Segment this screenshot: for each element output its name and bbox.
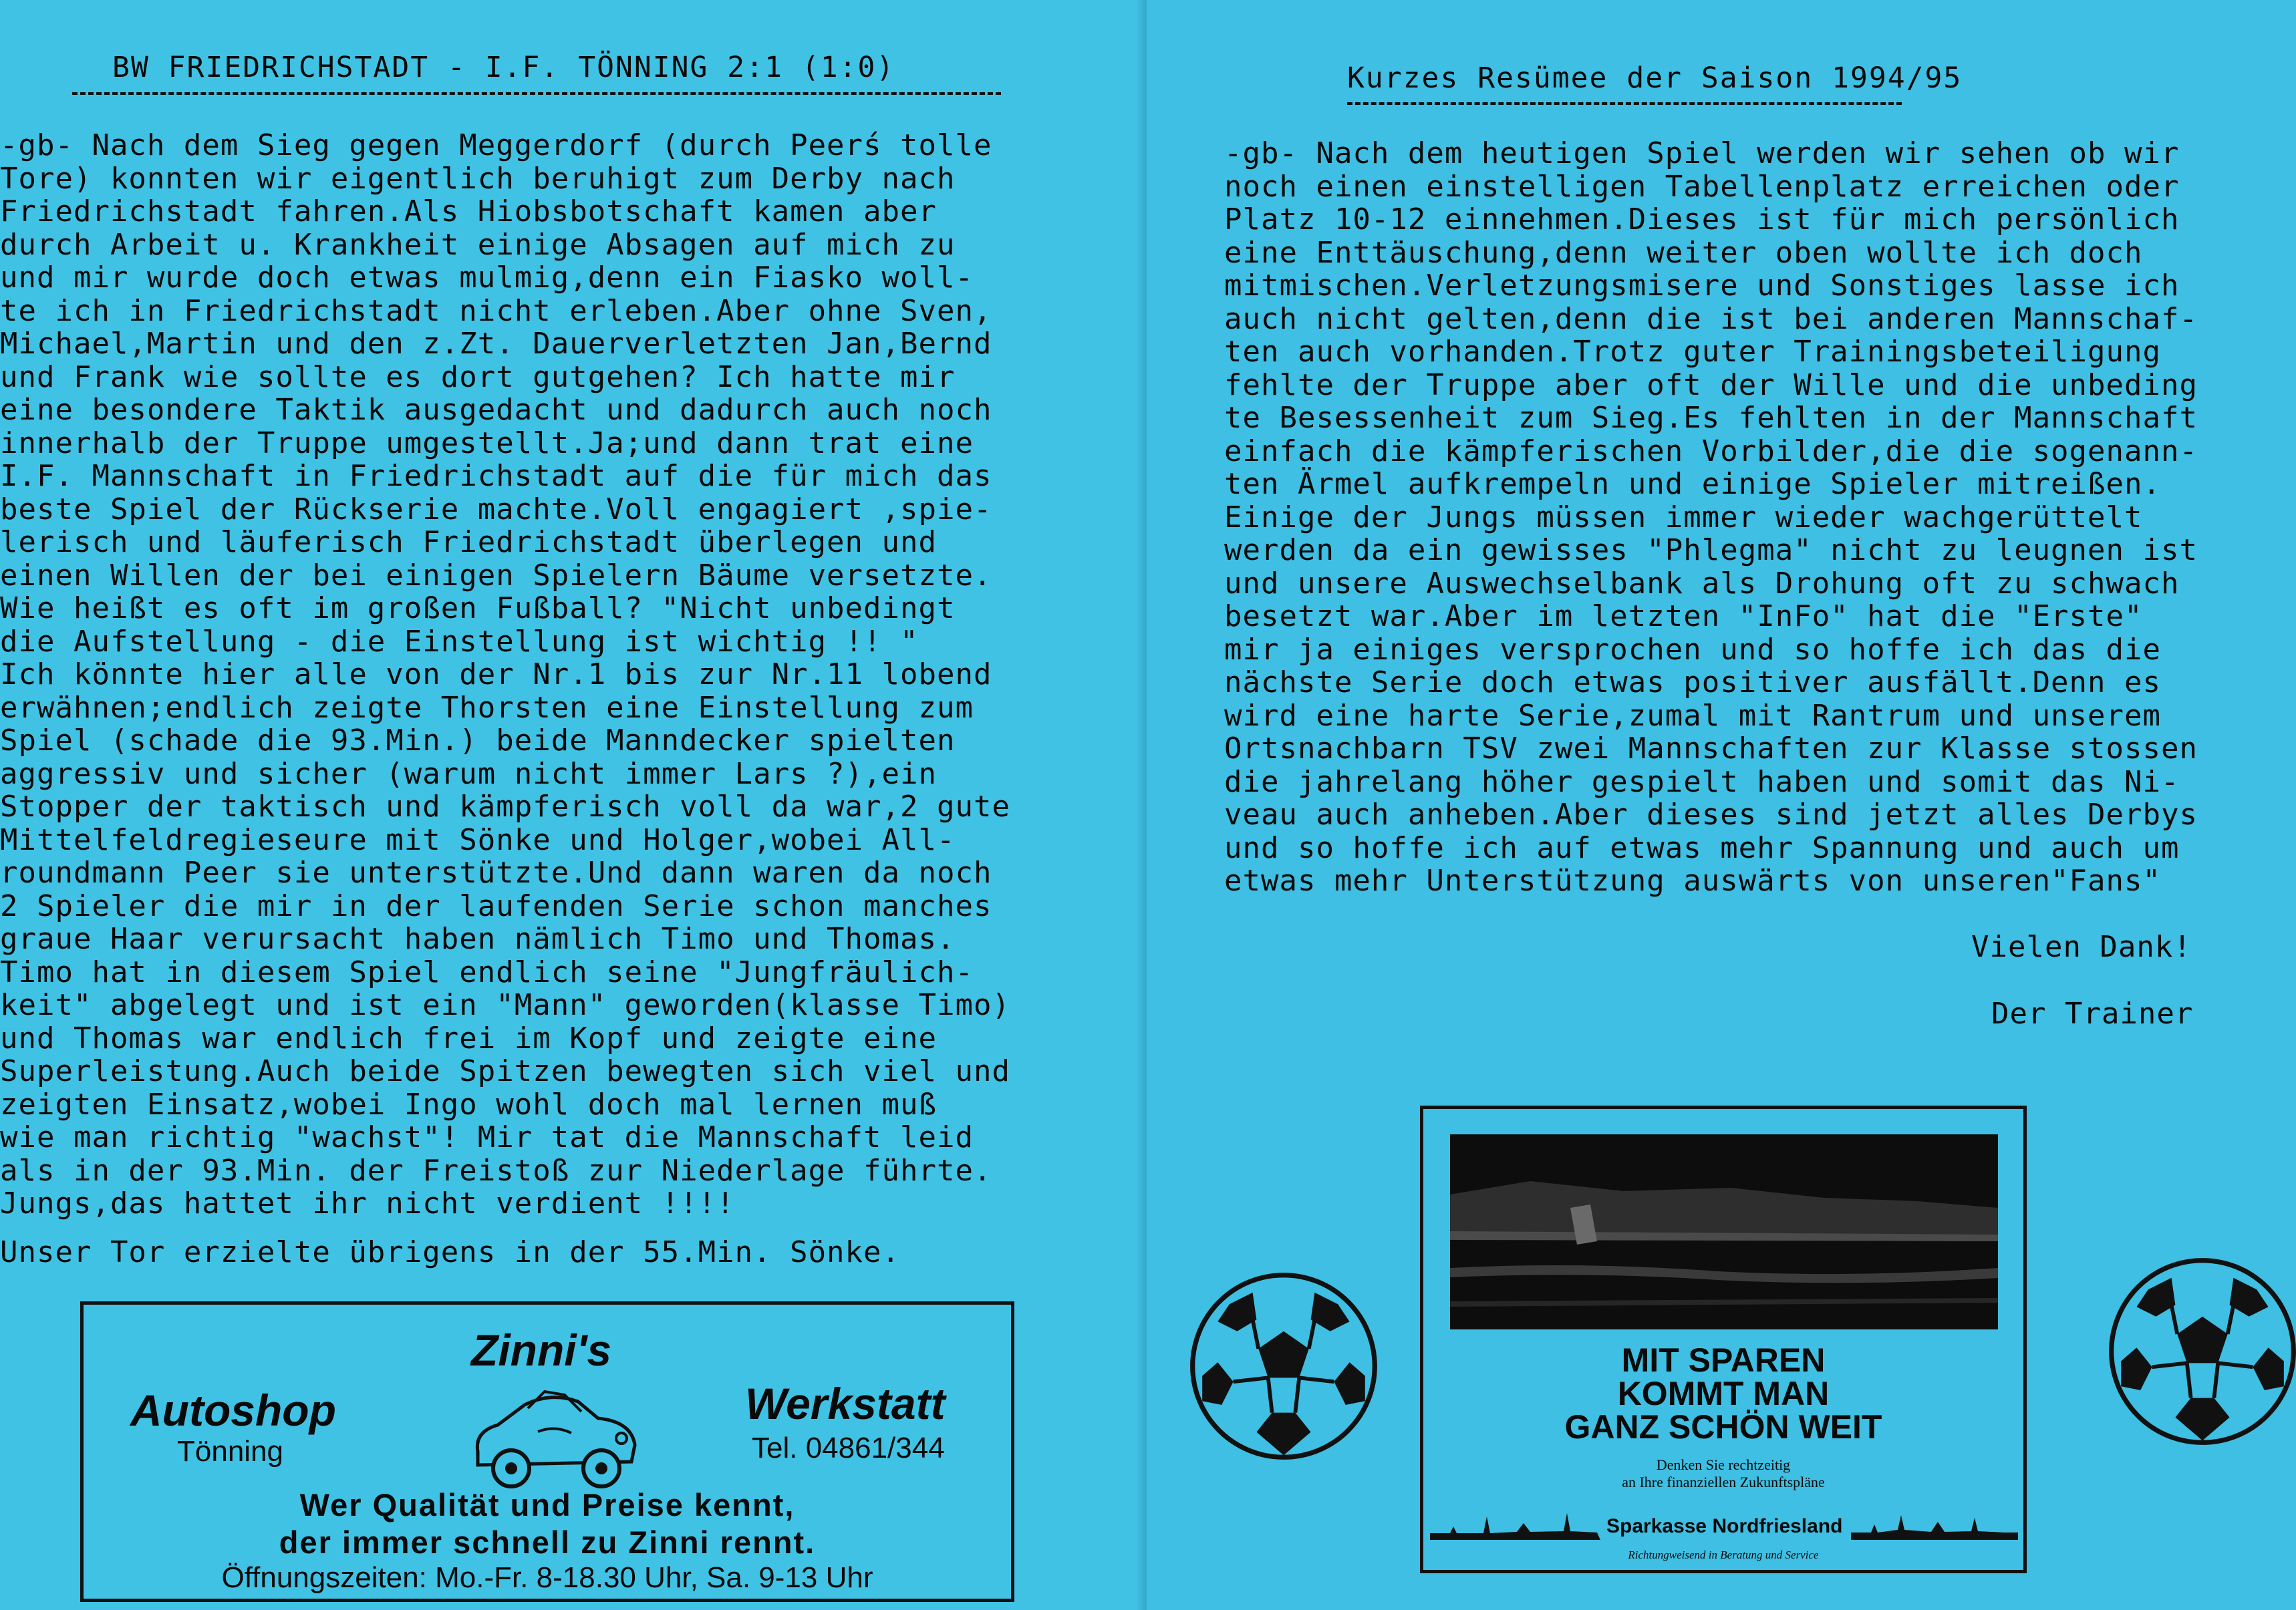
ad-opening-hours: Öffnungszeiten: Mo.-Fr. 8-18.30 Uhr, Sa. 9-13 Uhr [221, 1561, 873, 1594]
left-page [0, 0, 1147, 1610]
text-line: mitmischen.Verletzungsmisere und Sonstiges lasse ich [1224, 269, 2180, 303]
ad-slogan-line-2: der immer schnell zu Zinni rennt. [279, 1524, 816, 1560]
text-line: -gb- Nach dem Sieg gegen Meggerdorf (durch Peerś tolle [0, 128, 992, 162]
text-line: fehlte der Truppe aber oft der Wille und die unbeding [1224, 367, 2198, 402]
text-line: etwas mehr Unterstützung auswärts von unseren"Fans" [1224, 864, 2162, 898]
text-line: ten Ärmel aufkrempeln und einige Spieler mitreißen. [1224, 467, 2162, 501]
text-line: werden da ein gewisses "Phlegma" nicht zu leugnen ist [1224, 533, 2198, 567]
signature-text: Der Trainer [1991, 997, 2194, 1031]
text-line: Jungs,das hattet ihr nicht verdient !!!! [0, 1186, 735, 1221]
text-line: Ich könnte hier alle von der Nr.1 bis zur Nr.11 lobend [0, 657, 992, 691]
right-page [1147, 0, 2296, 1610]
text-line: erwähnen;endlich zeigte Thorsten eine Einstellung zum [0, 690, 974, 725]
text-line: und unsere Auswechselbank als Drohung oft zu schwach [1224, 566, 2180, 601]
text-line: Stopper der taktisch und kämpferisch voll da war,2 gute [0, 790, 1010, 824]
text-line: Spiel (schade die 93.Min.) beide Manndecker spielten [0, 723, 956, 758]
heading-underline [72, 92, 1001, 95]
text-line: und Thomas war endlich frei im Kopf und zeigte eine [0, 1021, 938, 1056]
text-line: roundmann Peer sie unterstützte.Und dann waren da noch [0, 856, 992, 890]
text-line: eine besondere Taktik ausgedacht und dadurch auch noch [0, 393, 992, 427]
text-line: die jahrelang höher gespielt haben und somit das Ni- [1224, 764, 2180, 799]
text-line: nächste Serie doch etwas positiver ausfällt.Denn es [1224, 665, 2162, 699]
text-line: die Aufstellung - die Einstellung ist wichtig !! " [0, 624, 919, 659]
text-line: -gb- Nach dem heutigen Spiel werden wir sehen ob wir [1224, 136, 2180, 170]
soccer-ball-icon [1187, 1269, 1381, 1463]
text-line: mir ja einiges versprochen und so hoffe ich das die [1224, 632, 2162, 667]
text-line: keit" abgelegt und ist ein "Mann" geworden(klasse Timo) [0, 988, 1010, 1022]
text-line: noch einen einstelligen Tabellenplatz erreichen oder [1224, 169, 2180, 204]
ad-subline-2: an Ihre finanziellen Zukunftspläne [1622, 1474, 1825, 1490]
text-line: Wie heißt es oft im großen Fußball? "Nicht unbedingt [0, 591, 956, 625]
text-line: Platz 10-12 einnehmen.Dieses ist für mich persönlich [1224, 202, 2180, 236]
car-icon [464, 1378, 645, 1495]
text-line: Friedrichstadt fahren.Als Hiobsbotschaft kamen aber [0, 194, 938, 228]
text-line: graue Haar verursacht haben nämlich Timo und Thomas. [0, 922, 956, 956]
heading-underline [1347, 102, 1902, 105]
text-line: Einige der Jungs müssen immer wieder wachgerüttelt [1224, 500, 2143, 534]
sparkasse-advertisement [1420, 1106, 2027, 1573]
text-line: I.F. Mannschaft in Friedrichstadt auf die für mich das [0, 459, 992, 493]
right-page-heading: Kurzes Resümee der Saison 1994/95 [1347, 61, 1963, 95]
text-line: Timo hat in diesem Spiel endlich seine "Jungfräulich- [0, 955, 974, 989]
text-line: einfach die kämpferischen Vorbilder,die die sogenann- [1224, 434, 2198, 468]
ad-headline-line-3: GANZ SCHÖN WEIT [1564, 1408, 1882, 1446]
text-line: Superleistung.Auch beide Spitzen bewegten sich viel und [0, 1054, 1010, 1088]
left-page-heading: BW FRIEDRICHSTADT - I.F. TÖNNING 2:1 (1:0) [112, 51, 895, 84]
text-line: Mittelfeldregieseure mit Sönke und Holger,wobei All- [0, 822, 956, 857]
text-line: und so hoffe ich auf etwas mehr Spannung und auch um [1224, 830, 2180, 865]
ad-bank-name: Sparkasse Nordfriesland [1602, 1515, 1846, 1538]
text-line: durch Arbeit u. Krankheit einige Absagen auf mich zu [0, 227, 956, 262]
text-line: wie man richtig "wachst"! Mir tat die Mannschaft leid [0, 1120, 974, 1154]
ad-tagline: Richtungweisend in Beratung und Service [1628, 1549, 1819, 1561]
text-line: auch nicht gelten,denn die ist bei anderen Mannschaf- [1224, 301, 2198, 336]
ad-slogan-line-1: Wer Qualität und Preise kennt, [299, 1487, 795, 1522]
text-line: lerisch und läuferisch Friedrichstadt überlegen und [0, 525, 938, 559]
ad-shop-name: Zinni's [471, 1325, 612, 1375]
text-line: veau auch anheben.Aber dieses sind jetzt alles Derbys [1224, 798, 2198, 832]
right-article-text [1224, 137, 2198, 898]
text-line: als in der 93.Min. der Freistoß zur Niederlage führte. [0, 1153, 992, 1188]
ad-werkstatt-label: Werkstatt [745, 1379, 946, 1428]
left-closing-line: Unser Tor erzielte übrigens in der 55.Min. Sönke. [0, 1235, 901, 1269]
text-line: 2 Spieler die mir in der laufenden Serie schon manches [0, 889, 992, 923]
text-line: Michael,Martin und den z.Zt. Dauerverletzten Jan,Bernd [0, 327, 992, 361]
left-article-text [0, 129, 1010, 1221]
text-line: zeigten Einsatz,wobei Ingo wohl doch mal lernen muß [0, 1087, 938, 1122]
text-line: besetzt war.Aber im letzten "InFo" hat die "Erste" [1224, 599, 2143, 633]
soccer-ball-icon [2106, 1255, 2296, 1448]
text-line: und mir wurde doch etwas mulmig,denn ein Fiasko woll- [0, 261, 974, 295]
zinni-advertisement [80, 1301, 1014, 1602]
text-line: ten auch vorhanden.Trotz guter Trainingsbeteiligung [1224, 335, 2162, 369]
ad-subline-1: Denken Sie rechtzeitig [1656, 1456, 1791, 1473]
ad-headline-line-2: KOMMT MAN [1617, 1375, 1830, 1412]
text-line: beste Spiel der Rückserie machte.Voll engagiert ,spie- [0, 492, 992, 526]
text-line: einen Willen der bei einigen Spielern Bäume versetzte. [0, 558, 992, 593]
ad-autoshop-label: Autoshop [130, 1386, 336, 1435]
text-line: eine Enttäuschung,denn weiter oben wollte ich doch [1224, 235, 2143, 270]
thanks-text: Vielen Dank! [1971, 930, 2192, 964]
text-line: wird eine harte Serie,zumal mit Rantrum und unserem [1224, 698, 2162, 733]
text-line: Ortsnachbarn TSV zwei Mannschaften zur Klasse stossen [1224, 732, 2198, 766]
ad-headline-line-1: MIT SPAREN [1621, 1341, 1826, 1379]
text-line: aggressiv und sicher (warum nicht immer Lars ?),ein [0, 756, 938, 791]
text-line: te ich in Friedrichstadt nicht erleben.Aber ohne Sven, [0, 293, 992, 328]
ad-town: Tönning [177, 1435, 284, 1468]
text-line: te Besessenheit zum Sieg.Es fehlten in der Mannschaft [1224, 401, 2198, 435]
text-line: innerhalb der Truppe umgestellt.Ja;und dann trat eine [0, 426, 974, 460]
coastline-photo [1450, 1134, 1998, 1329]
ad-telephone: Tel. 04861/344 [752, 1432, 945, 1464]
text-line: Tore) konnten wir eigentlich beruhigt zum Derby nach [0, 161, 956, 196]
text-line: und Frank wie sollte es dort gutgehen? Ich hatte mir [0, 359, 956, 394]
